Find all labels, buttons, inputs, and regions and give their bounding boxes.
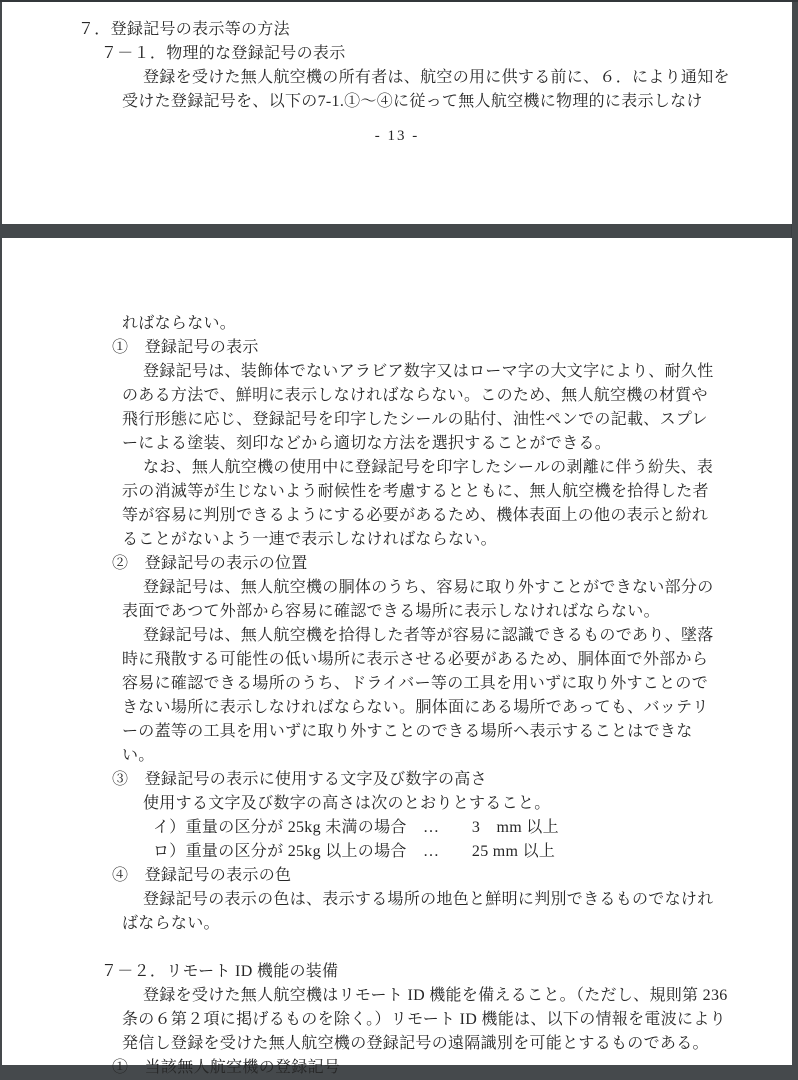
- document-page-14: [2, 238, 792, 1076]
- page-number: - 13 -: [374, 128, 420, 144]
- text-line: 登録記号の表示の色は、表示する場所の地色と鮮明に判別できるものでなけれ: [143, 891, 714, 908]
- text-line: ② 登録記号の表示の位置: [112, 555, 308, 572]
- text-line: ーによる塗装、刻印などから適切な方法を選択することができる。: [122, 435, 612, 452]
- text-line: ① 登録記号の表示: [112, 339, 259, 356]
- document-page-13: [2, 2, 792, 224]
- text-line: ることがないよう一連で表示しなければならない。: [122, 531, 497, 548]
- text-line: ④ 登録記号の表示の色: [112, 867, 292, 884]
- page-separator-gap: [0, 224, 792, 238]
- text-line: 条の６第２項に掲げるものを除く。）リモート ID 機能は、以下の情報を電波により: [122, 1011, 726, 1028]
- text-line: ７－１．物理的な登録記号の表示: [101, 45, 346, 62]
- text-line: 発信し登録を受けた無人航空機の登録記号の遠隔識別を可能とするものである。: [122, 1035, 709, 1052]
- text-line: ７．登録記号の表示等の方法: [78, 21, 290, 38]
- text-line: 使用する文字及び数字の高さは次のとおりとすること。: [143, 795, 551, 812]
- text-line: のある方法で、鮮明に表示しなければならない。このため、無人航空機の材質や: [122, 387, 708, 404]
- text-line: 等が容易に判別できるようにする必要があるため、機体表面上の他の表示と紛れ: [122, 507, 709, 524]
- text-line: 登録記号は、装飾体でないアラビア数字又はローマ字の大文字により、耐久性: [143, 363, 714, 380]
- text-line: い。: [122, 747, 155, 764]
- page14-text-block: [2, 312, 792, 1080]
- text-line: ロ）重量の区分が 25kg 以上の場合 … 25 mm 以上: [153, 843, 556, 860]
- text-line: 表面であつて外部から容易に確認できる場所に表示しなければならない。: [122, 603, 660, 620]
- text-line: 登録を受けた無人航空機はリモート ID 機能を備えること。（ただし、規則第 236: [143, 987, 728, 1004]
- text-line: ればならない。: [122, 315, 237, 332]
- text-line: ばならない。: [122, 915, 220, 932]
- text-line: ーの蓋等の工具を用いずに取り外すことのできる場所へ表示することはできな: [122, 723, 693, 740]
- page13-text-block: [2, 18, 792, 114]
- text-line: ③ 登録記号の表示に使用する文字及び数字の高さ: [112, 771, 487, 788]
- text-line: 登録を受けた無人航空機の所有者は、航空の用に供する前に、６．により通知を: [143, 69, 730, 86]
- text-line: ① 当該無人航空機の登録記号: [112, 1059, 341, 1076]
- text-line: なお、無人航空機の使用中に登録記号を印字したシールの剥離に伴う紛失、表: [143, 459, 714, 476]
- text-line: 飛行形態に応じ、登録記号を印字したシールの貼付、油性ペンでの記載、スプレ: [122, 411, 708, 428]
- text-line: 登録記号は、無人航空機を拾得した者等が容易に認識できるものであり、墜落: [143, 627, 714, 644]
- text-line: 受けた登録記号を、以下の7-1.①～④に従って無人航空機に物理的に表示しなけ: [122, 93, 703, 110]
- text-line: きない場所に表示しなければならない。胴体面にある場所であっても、バッテリ: [122, 699, 709, 716]
- text-line: ７－２．リモート ID 機能の装備: [101, 963, 339, 980]
- text-line: イ）重量の区分が 25kg 未満の場合 … 3 mm 以上: [153, 819, 559, 836]
- text-line: 容易に確認できる場所のうち、ドライバー等の工具を用いずに取り外すことので: [122, 675, 709, 692]
- text-line: [2, 936, 792, 960]
- text-line: 時に飛散する可能性の低い場所に表示させる必要があるため、胴体面で外部から: [122, 651, 709, 668]
- text-line: 示の消滅等が生じないよう耐候性を考慮するとともに、無人航空機を拾得した者: [122, 483, 709, 500]
- text-line: 登録記号は、無人航空機の胴体のうち、容易に取り外すことができない部分の: [143, 579, 714, 596]
